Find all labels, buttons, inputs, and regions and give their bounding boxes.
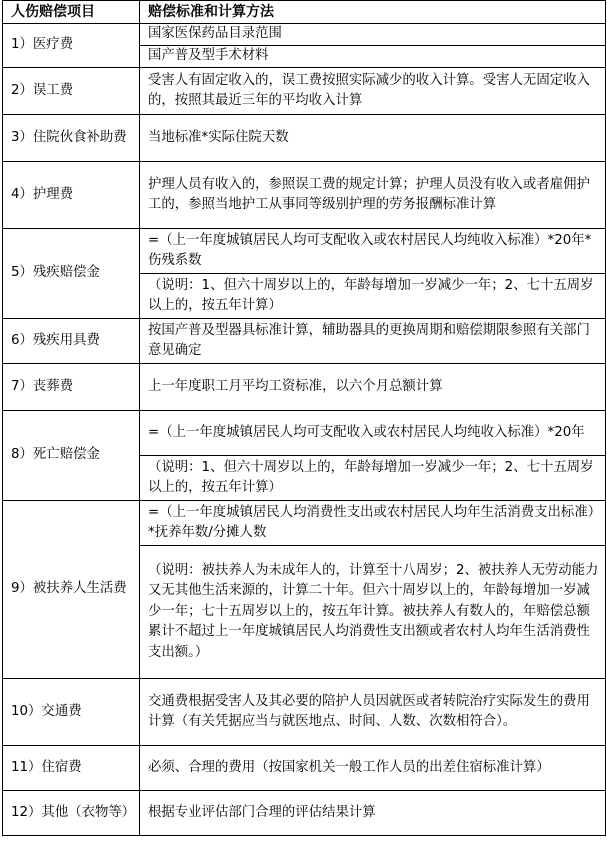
compensation-table bbox=[2, 0, 606, 836]
header-standard: 赔偿标准和计算方法 bbox=[140, 1, 606, 24]
table-row bbox=[3, 115, 606, 162]
row-item: 8）死亡赔偿金 bbox=[3, 411, 140, 501]
row-standard: 交通费根据受害人及其必要的陪护人员因就医或者转院治疗实际发生的费用计算（有关凭据应当与就医地点、时间、人数、次数相符合）。 bbox=[140, 679, 606, 746]
header-row bbox=[3, 1, 606, 24]
row-item: 10）交通费 bbox=[3, 679, 140, 746]
row-standard: =（上一年度城镇居民人均可支配收入或农村居民人均纯收入标准）*20年 bbox=[140, 411, 606, 456]
row-item: 11）住宿费 bbox=[3, 746, 140, 791]
table-row bbox=[3, 411, 606, 456]
row-standard: （说明：1、但六十周岁以上的，年龄每增加一岁减少一年；2、七十五周岁以上的，按五年计算） bbox=[140, 456, 606, 501]
row-standard: 受害人有固定收入的，误工费按照实际减少的收入计算。受害人无固定收入的，按照其最近三年的平均收入计算 bbox=[140, 68, 606, 115]
row-standard: （说明：被扶养人为未成年人的，计算至十八周岁；2、被扶养人无劳动能力又无其他生活来源的，计算二十年。但六十周岁以上的，年龄每增加一岁减少一年；七十五周岁以上的，按五年计算。被扶养人有数人的，年赔偿总额累计不超过上一年度城镇居民人均消费性支出额或者农村人均年生活消费性支出额。） bbox=[140, 546, 606, 679]
row-standard: =（上一年度城镇居民人均可支配收入或农村居民人均纯收入标准）*20年*伤残系数 bbox=[140, 229, 606, 274]
row-item: 1）医疗费 bbox=[3, 24, 140, 68]
row-standard: 必须、合理的费用（按国家机关一般工作人员的出差住宿标准计算） bbox=[140, 746, 606, 791]
table-row bbox=[3, 364, 606, 411]
row-item: 3）住院伙食补助费 bbox=[3, 115, 140, 162]
row-standard: （说明：1、但六十周岁以上的，年龄每增加一岁减少一年；2、七十五周岁以上的，按五年计算） bbox=[140, 274, 606, 319]
row-standard: 护理人员有收入的，参照误工费的规定计算；护理人员没有收入或者雇佣护工的，参照当地护工从事同等级别护理的劳务报酬标准计算 bbox=[140, 162, 606, 229]
table-row bbox=[3, 229, 606, 274]
row-item: 5）残疾赔偿金 bbox=[3, 229, 140, 319]
table-row bbox=[3, 68, 606, 115]
table-row bbox=[3, 679, 606, 746]
table-row bbox=[3, 746, 606, 791]
row-item: 6）残疾用具费 bbox=[3, 319, 140, 364]
row-standard: 根据专业评估部门合理的评估结果计算 bbox=[140, 791, 606, 836]
table-row bbox=[3, 319, 606, 364]
header-item: 人伤赔偿项目 bbox=[3, 1, 140, 24]
row-standard: 按国产普及型器具标准计算，辅助器具的更换周期和赔偿期限参照有关部门意见确定 bbox=[140, 319, 606, 364]
row-standard: 上一年度职工月平均工资标准，以六个月总额计算 bbox=[140, 364, 606, 411]
table-row bbox=[3, 24, 606, 46]
row-standard: 当地标准*实际住院天数 bbox=[140, 115, 606, 162]
row-standard: =（上一年度城镇居民人均消费性支出或农村居民人均年生活消费支出标准）*抚养年数/分摊人数 bbox=[140, 501, 606, 546]
row-item: 12）其他（衣物等） bbox=[3, 791, 140, 836]
table-row bbox=[3, 791, 606, 836]
table-row bbox=[3, 162, 606, 229]
row-item: 2）误工费 bbox=[3, 68, 140, 115]
table-row bbox=[3, 501, 606, 546]
row-item: 7）丧葬费 bbox=[3, 364, 140, 411]
row-standard: 国产普及型手术材料 bbox=[140, 46, 606, 68]
row-item: 4）护理费 bbox=[3, 162, 140, 229]
row-item: 9）被扶养人生活费 bbox=[3, 501, 140, 679]
row-standard: 国家医保药品目录范围 bbox=[140, 24, 606, 46]
